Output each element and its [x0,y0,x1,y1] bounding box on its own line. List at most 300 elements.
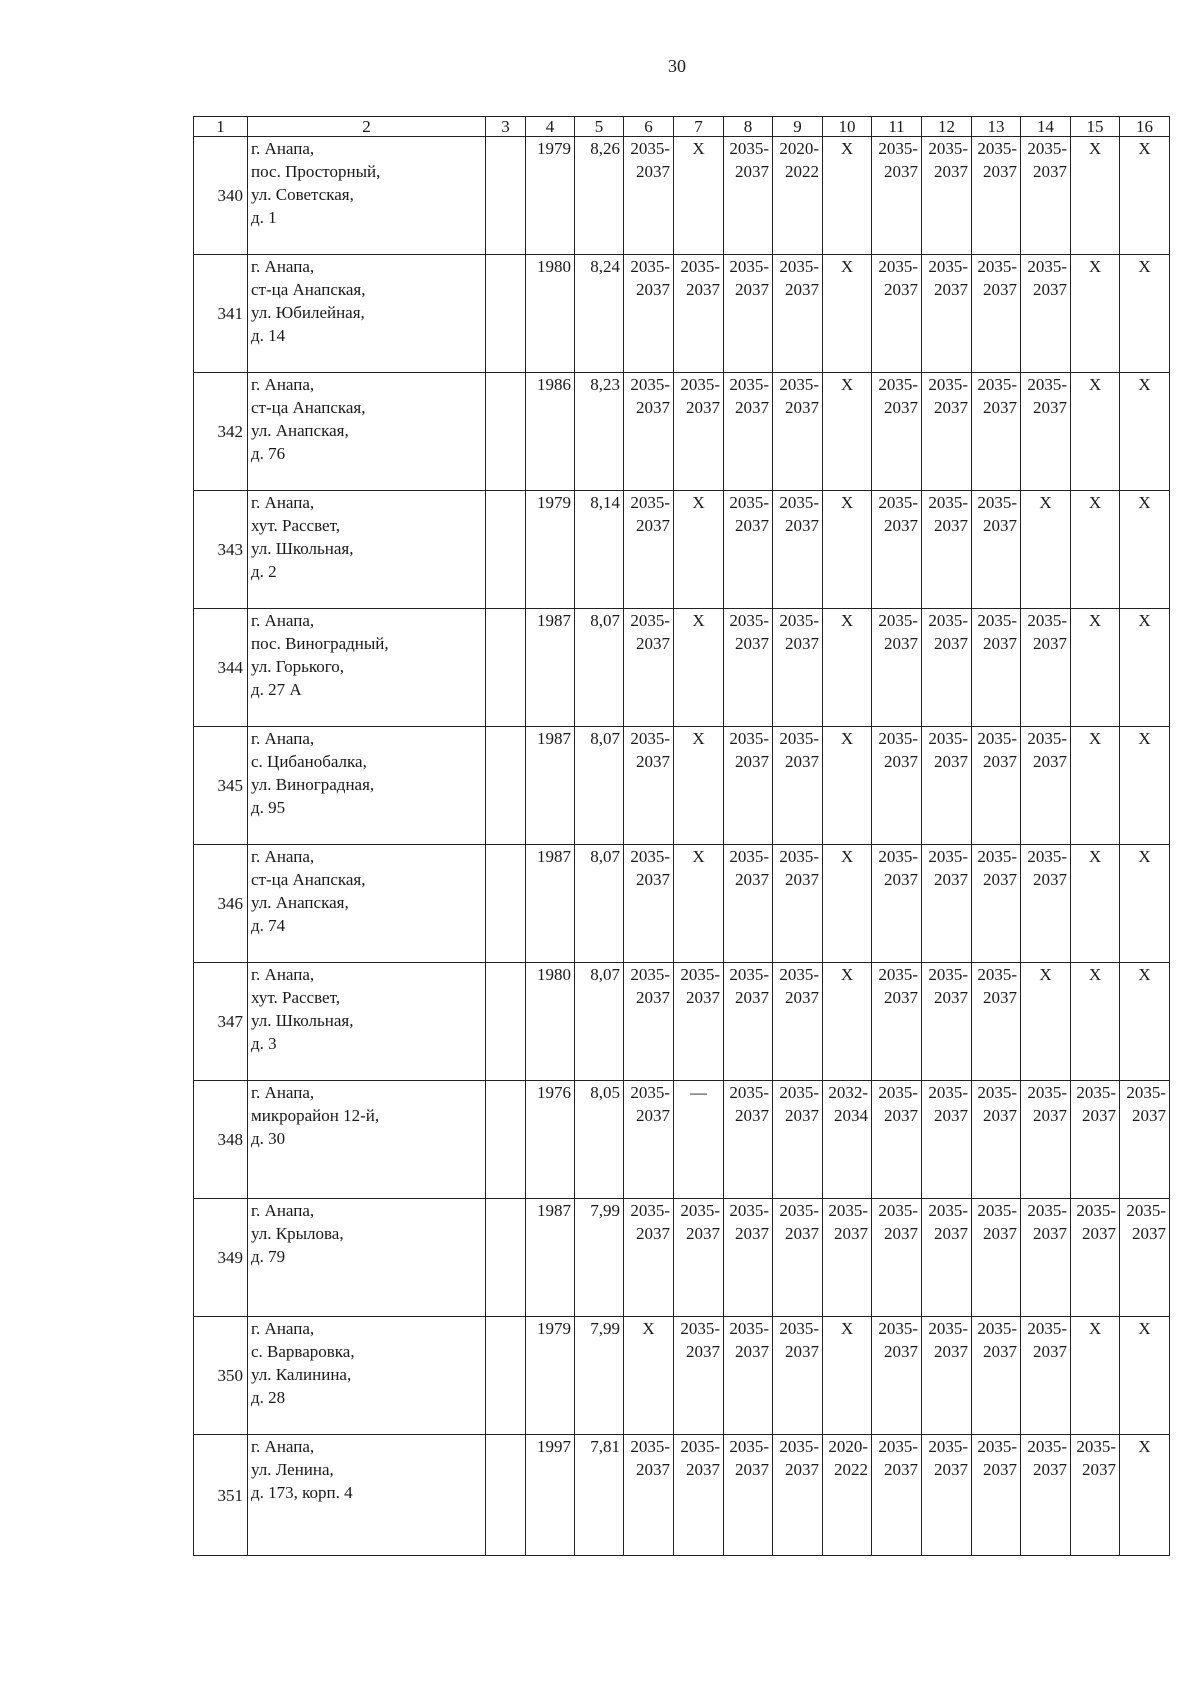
address-cell [248,373,486,491]
col3-cell [486,373,526,491]
period-cell-11 [872,1199,922,1317]
period-cell-11 [872,727,922,845]
period-end: 2037 [934,634,968,653]
period-start: 2035- [729,1319,769,1338]
period-cell-13 [972,1199,1021,1317]
period-end: 2037 [934,988,968,1007]
period-end: 2037 [983,162,1017,181]
value-cell: 7,81 [575,1435,624,1556]
address-cell [248,1317,486,1435]
period-start: 2035- [1027,1319,1067,1338]
period-end: 2037 [884,1224,918,1243]
period-end: 2037 [1082,1224,1116,1243]
period-cell-10 [823,1435,872,1556]
period-end: 2037 [785,634,819,653]
header-cell-14: 14 [1021,117,1071,137]
address-cell [248,963,486,1081]
period-cell-15: X [1071,609,1120,727]
period-end: 2037 [785,870,819,889]
period-end: 2037 [934,1342,968,1361]
period-end: 2037 [983,988,1017,1007]
period-start: 2032- [828,1083,868,1102]
period-start: 2035- [928,493,968,512]
period-start: 2035- [878,1437,918,1456]
period-end: 2037 [785,752,819,771]
period-cell-12 [922,1081,972,1199]
col3-cell [486,609,526,727]
period-end: 2037 [1033,634,1067,653]
period-end: 2037 [735,752,769,771]
period-cell-11 [872,1435,922,1556]
period-cell-7: X [674,845,724,963]
period-cell-8 [724,609,773,727]
address-line: г. Анапа, [251,375,315,394]
value-cell: 8,07 [575,963,624,1081]
period-start: 2035- [729,1437,769,1456]
address-cell [248,1435,486,1556]
address-line: д. 3 [251,1034,277,1053]
period-end: 2037 [636,162,670,181]
row-number: 340 [194,137,248,255]
table-row [194,963,1170,1081]
period-start: 2035- [779,1201,819,1220]
period-end: 2037 [636,1224,670,1243]
period-start: 2035- [1076,1201,1116,1220]
period-cell-6 [624,609,674,727]
period-end: 2022 [785,162,819,181]
period-cell-12 [922,727,972,845]
address-line: пос. Виноградный, [251,634,389,653]
period-cell-15: X [1071,137,1120,255]
address-line: г. Анапа, [251,257,315,276]
period-cell-16 [1120,1081,1170,1199]
period-cell-7: X [674,727,724,845]
period-start: 2035- [779,965,819,984]
period-cell-16: X [1120,845,1170,963]
period-cell-13 [972,491,1021,609]
address-line: ул. Анапская, [251,421,349,440]
period-cell-6 [624,373,674,491]
row-number: 342 [194,373,248,491]
period-end: 2037 [983,634,1017,653]
period-start: 2035- [630,729,670,748]
period-cell-14 [1021,845,1071,963]
period-start: 2035- [729,375,769,394]
period-end: 2037 [636,634,670,653]
period-end: 2037 [686,398,720,417]
period-cell-9 [773,491,823,609]
period-cell-15: X [1071,491,1120,609]
address-line: ст-ца Анапская, [251,280,366,299]
year-cell: 1980 [526,963,575,1081]
period-start: 2035- [779,1437,819,1456]
period-start: 2035- [977,1083,1017,1102]
period-start: 2035- [779,375,819,394]
year-cell: 1979 [526,491,575,609]
period-start: 2035- [630,139,670,158]
table-row [194,1435,1170,1556]
period-start: 2035- [878,1201,918,1220]
period-end: 2037 [1033,1224,1067,1243]
page-number: 30 [668,56,686,76]
period-cell-13 [972,1435,1021,1556]
period-cell-6 [624,963,674,1081]
period-cell-7 [674,1199,724,1317]
col3-cell [486,963,526,1081]
period-start: 2035- [928,1437,968,1456]
period-end: 2037 [983,516,1017,535]
period-cell-7 [674,255,724,373]
period-start: 2035- [630,965,670,984]
period-start: 2035- [630,375,670,394]
period-start: 2035- [680,375,720,394]
period-end: 2037 [1033,752,1067,771]
address-cell [248,1081,486,1199]
period-cell-11 [872,845,922,963]
period-start: 2035- [878,1319,918,1338]
period-cell-13 [972,727,1021,845]
header-row [194,117,1170,137]
header-cell-12: 12 [922,117,972,137]
period-cell-11 [872,609,922,727]
header-cell-2: 2 [248,117,486,137]
period-cell-15 [1071,1435,1120,1556]
period-cell-6: X [624,1317,674,1435]
period-start: 2035- [729,965,769,984]
period-cell-16: X [1120,255,1170,373]
period-cell-10: X [823,137,872,255]
address-cell [248,845,486,963]
period-cell-10 [823,1199,872,1317]
address-line: ст-ца Анапская, [251,870,366,889]
period-cell-16: X [1120,609,1170,727]
period-start: 2035- [1126,1201,1166,1220]
col3-cell [486,727,526,845]
period-end: 2037 [884,988,918,1007]
value-cell: 8,23 [575,373,624,491]
period-start: 2035- [878,375,918,394]
period-cell-11 [872,491,922,609]
period-cell-11 [872,137,922,255]
address-line: ул. Горького, [251,657,345,676]
period-start: 2035- [729,729,769,748]
table-row [194,255,1170,373]
period-cell-9 [773,1317,823,1435]
period-end: 2022 [834,1460,868,1479]
period-start: 2035- [779,1319,819,1338]
col3-cell [486,491,526,609]
period-cell-11 [872,963,922,1081]
address-line: ул. Советская, [251,185,354,204]
period-end: 2037 [735,870,769,889]
address-line: д. 76 [251,444,286,463]
period-cell-12 [922,491,972,609]
period-cell-15: X [1071,727,1120,845]
period-end: 2037 [636,280,670,299]
period-cell-13 [972,963,1021,1081]
value-cell: 8,26 [575,137,624,255]
address-line: д. 1 [251,208,277,227]
period-cell-10: X [823,491,872,609]
period-cell-8 [724,491,773,609]
period-start: 2035- [729,493,769,512]
period-cell-12 [922,1199,972,1317]
address-line: д. 79 [251,1247,286,1266]
period-start: 2035- [928,1083,968,1102]
period-start: 2035- [729,139,769,158]
period-cell-11 [872,1317,922,1435]
period-start: 2035- [928,611,968,630]
period-end: 2037 [785,1224,819,1243]
header-cell-1: 1 [194,117,248,137]
period-cell-7 [674,963,724,1081]
header-cell-10: 10 [823,117,872,137]
address-line: ул. Ленина, [251,1460,334,1479]
year-cell: 1987 [526,727,575,845]
period-cell-8 [724,137,773,255]
period-cell-8 [724,1435,773,1556]
period-end: 2037 [686,280,720,299]
period-cell-13 [972,1081,1021,1199]
header-cell-16: 16 [1120,117,1170,137]
period-end: 2037 [636,870,670,889]
period-start: 2035- [977,139,1017,158]
year-cell: 1987 [526,609,575,727]
period-cell-8 [724,963,773,1081]
period-cell-13 [972,609,1021,727]
period-cell-6 [624,1081,674,1199]
value-cell: 7,99 [575,1199,624,1317]
address-line: ст-ца Анапская, [251,398,366,417]
table-row [194,1081,1170,1199]
period-start: 2035- [779,611,819,630]
period-end: 2037 [735,1224,769,1243]
period-end: 2037 [934,1106,968,1125]
col3-cell [486,1317,526,1435]
address-line: д. 95 [251,798,286,817]
value-cell: 8,14 [575,491,624,609]
period-start: 2035- [1027,1201,1067,1220]
period-cell-6 [624,1435,674,1556]
col3-cell [486,1199,526,1317]
period-end: 2037 [934,752,968,771]
table-row [194,491,1170,609]
period-end: 2037 [636,752,670,771]
period-start: 2035- [878,493,918,512]
header-cell-4: 4 [526,117,575,137]
period-end: 2037 [1132,1224,1166,1243]
period-start: 2035- [630,847,670,866]
period-cell-15: X [1071,963,1120,1081]
period-start: 2035- [1027,847,1067,866]
period-end: 2037 [735,1460,769,1479]
period-start: 2035- [680,1319,720,1338]
address-cell [248,255,486,373]
address-line: г. Анапа, [251,493,315,512]
period-start: 2035- [878,611,918,630]
period-end: 2037 [686,1460,720,1479]
period-start: 2035- [828,1201,868,1220]
period-start: 2035- [680,257,720,276]
period-cell-12 [922,373,972,491]
address-line: д. 30 [251,1129,286,1148]
row-number: 343 [194,491,248,609]
address-cell [248,609,486,727]
period-cell-14 [1021,1317,1071,1435]
row-number: 345 [194,727,248,845]
period-cell-10: X [823,1317,872,1435]
address-line: хут. Рассвет, [251,516,340,535]
address-line: пос. Просторный, [251,162,381,181]
period-end: 2037 [884,516,918,535]
period-start: 2035- [1027,729,1067,748]
period-cell-14 [1021,137,1071,255]
period-cell-15 [1071,1081,1120,1199]
period-end: 2037 [934,516,968,535]
period-cell-8 [724,1317,773,1435]
period-cell-7: X [674,609,724,727]
period-cell-10: X [823,609,872,727]
period-start: 2035- [977,493,1017,512]
period-end: 2034 [834,1106,868,1125]
period-end: 2037 [636,1460,670,1479]
period-end: 2037 [735,1106,769,1125]
period-end: 2037 [1082,1460,1116,1479]
period-cell-8 [724,1199,773,1317]
period-cell-12 [922,137,972,255]
header-cell-11: 11 [872,117,922,137]
period-end: 2037 [735,398,769,417]
address-line: д. 28 [251,1388,286,1407]
period-start: 2035- [630,493,670,512]
address-line: г. Анапа, [251,729,315,748]
period-start: 2035- [729,257,769,276]
period-start: 2035- [779,493,819,512]
table-body [194,117,1170,1556]
period-end: 2037 [1033,1342,1067,1361]
header-cell-13: 13 [972,117,1021,137]
period-start: 2035- [680,965,720,984]
period-start: 2035- [977,965,1017,984]
period-end: 2037 [884,162,918,181]
period-end: 2037 [735,162,769,181]
period-cell-7: X [674,491,724,609]
table-row [194,373,1170,491]
period-cell-13 [972,373,1021,491]
period-cell-13 [972,845,1021,963]
schedule-table [193,116,1170,1556]
period-start: 2035- [977,1437,1017,1456]
value-cell: 7,99 [575,1317,624,1435]
address-line: ул. Юбилейная, [251,303,365,322]
period-end: 2037 [983,870,1017,889]
period-end: 2037 [983,752,1017,771]
period-start: 2035- [779,257,819,276]
period-cell-12 [922,609,972,727]
row-number: 348 [194,1081,248,1199]
period-end: 2037 [934,398,968,417]
period-end: 2037 [735,988,769,1007]
period-end: 2037 [636,398,670,417]
col3-cell [486,137,526,255]
period-start: 2035- [630,1083,670,1102]
period-cell-16: X [1120,727,1170,845]
row-number: 349 [194,1199,248,1317]
period-cell-8 [724,845,773,963]
period-end: 2037 [983,398,1017,417]
period-start: 2035- [878,965,918,984]
period-cell-9 [773,255,823,373]
address-line: г. Анапа, [251,847,315,866]
address-line: д. 74 [251,916,286,935]
header-cell-8: 8 [724,117,773,137]
address-line: ул. Виноградная, [251,775,375,794]
period-cell-13 [972,1317,1021,1435]
period-start: 2035- [928,139,968,158]
period-cell-8 [724,727,773,845]
period-cell-10: X [823,373,872,491]
header-cell-6: 6 [624,117,674,137]
period-end: 2037 [834,1224,868,1243]
period-start: 2035- [630,1201,670,1220]
period-cell-12 [922,255,972,373]
year-cell: 1986 [526,373,575,491]
period-start: 2035- [977,1201,1017,1220]
period-end: 2037 [785,398,819,417]
table-row [194,727,1170,845]
period-cell-7 [674,1435,724,1556]
row-number: 351 [194,1435,248,1556]
address-line: д. 2 [251,562,277,581]
period-end: 2037 [785,1460,819,1479]
period-start: 2035- [680,1201,720,1220]
period-end: 2037 [686,1342,720,1361]
period-end: 2037 [686,1224,720,1243]
period-cell-13 [972,137,1021,255]
period-cell-16: X [1120,1317,1170,1435]
period-cell-10: X [823,727,872,845]
period-cell-9 [773,845,823,963]
row-number: 341 [194,255,248,373]
address-line: г. Анапа, [251,1201,315,1220]
period-cell-16: X [1120,491,1170,609]
period-cell-9 [773,137,823,255]
address-line: д. 27 А [251,680,302,699]
period-cell-14 [1021,255,1071,373]
period-cell-9 [773,373,823,491]
period-start: 2035- [680,1437,720,1456]
period-start: 2035- [779,729,819,748]
period-cell-14 [1021,1199,1071,1317]
address-line: ул. Школьная, [251,539,354,558]
period-cell-6 [624,1199,674,1317]
period-end: 2037 [1033,1106,1067,1125]
year-cell: 1987 [526,1199,575,1317]
period-cell-16: X [1120,137,1170,255]
address-line: с. Цибанобалка, [251,752,367,771]
address-line: ул. Анапская, [251,893,349,912]
period-end: 2037 [934,280,968,299]
col3-cell [486,1435,526,1556]
year-cell: 1987 [526,845,575,963]
period-cell-13 [972,255,1021,373]
period-start: 2035- [928,965,968,984]
value-cell: 8,07 [575,727,624,845]
period-cell-6 [624,845,674,963]
address-line: ул. Калинина, [251,1365,352,1384]
period-end: 2037 [785,1342,819,1361]
period-cell-6 [624,255,674,373]
